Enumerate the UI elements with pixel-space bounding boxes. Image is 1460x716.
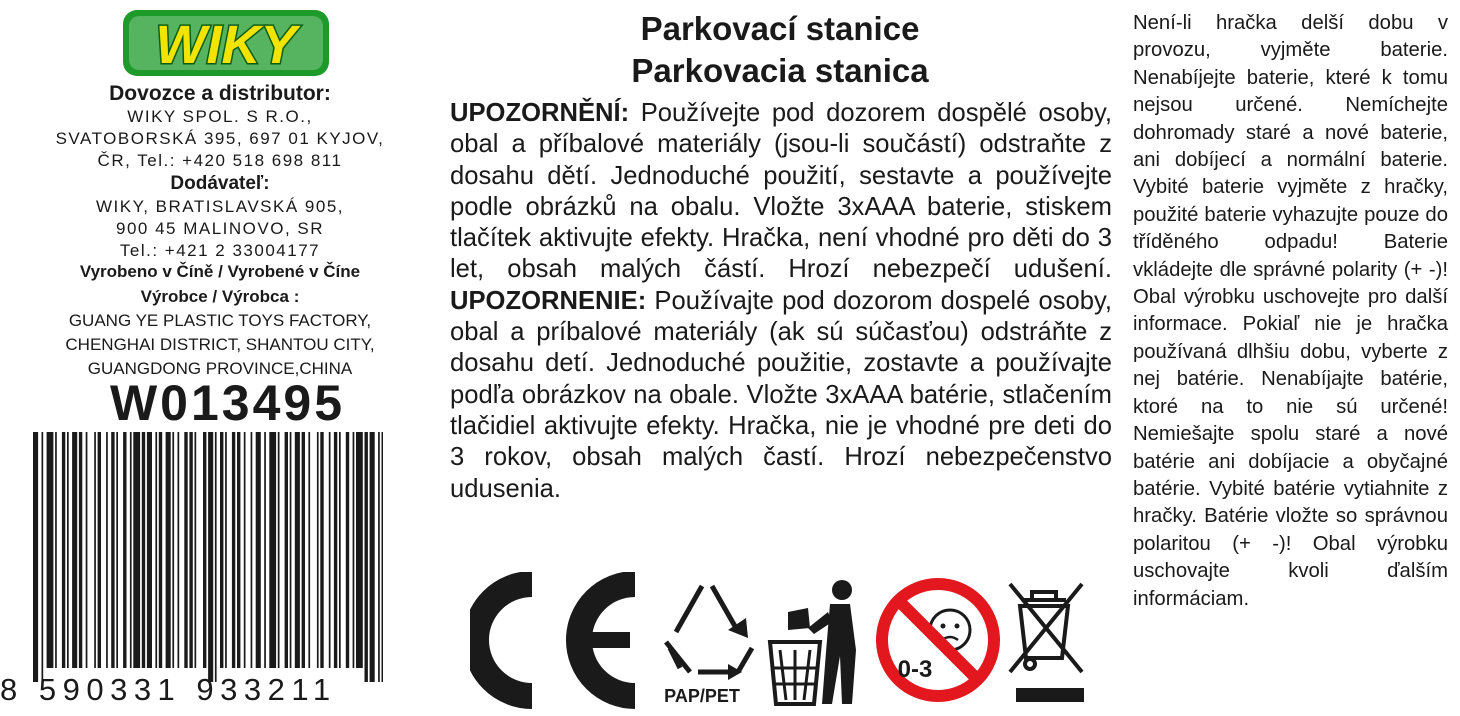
manufacturer-line: GUANG YE PLASTIC TOYS FACTORY,	[68, 311, 372, 330]
age-label: 0-3	[897, 656, 933, 683]
supplier-line: WIKY, BRATISLAVSKÁ 905,	[95, 197, 345, 216]
barcode-bar	[79, 432, 82, 668]
wiky-logo	[120, 6, 332, 80]
symbols-row	[470, 572, 1110, 712]
barcode-bar	[195, 432, 197, 668]
barcode	[33, 432, 383, 682]
barcode-bar	[42, 432, 44, 682]
barcode-bar	[264, 432, 266, 668]
barcode-bar	[47, 432, 54, 668]
barcode-bar	[356, 432, 363, 668]
barcode-bar	[334, 432, 337, 668]
barcode-bar	[106, 432, 108, 668]
barcode-bar	[320, 432, 323, 668]
barcode-bar	[166, 432, 171, 668]
barcode-bar	[365, 432, 368, 682]
title-sk: Parkovacia stanica	[631, 52, 929, 89]
logo-text: WIKY	[155, 15, 297, 75]
barcode-bar	[94, 432, 96, 668]
barcode-bar	[378, 432, 380, 682]
barcode-bar	[370, 432, 375, 682]
manufacturer-heading: Výrobce / Výrobca :	[140, 287, 300, 306]
barcode-bar	[244, 432, 246, 668]
weee-crossed-bin-icon	[1010, 584, 1082, 672]
barcode-bar	[130, 432, 132, 668]
importer-heading: Dovozce a distributor:	[109, 82, 331, 105]
barcode-bar	[317, 432, 319, 668]
supplier-line: Tel.: +421 2 33004177	[119, 241, 321, 260]
importer-line: SVATOBORSKÁ 395, 697 01 KYJOV,	[55, 129, 385, 148]
barcode-bar	[184, 432, 187, 668]
origin-text: Vyrobeno v Číně / Vyrobené v Číne	[79, 262, 361, 281]
barcode-bar	[133, 432, 140, 668]
warning-cz-text: Používejte pod dozorem dospělé osoby, obal a příbalové materiály (jsou-li součástí) odstraňte z dosahu dětí. Jednoduché použití, sestavte a používejte podle obrázků na obalu. Vložte 3xAAA baterie, stiskem tlačítek aktivujte efekty. Hračka, není vhodné pro děti do 3 let, obsah malých částí. Hrozí nebezpečí udušení.	[450, 99, 1112, 284]
barcode-bar	[123, 432, 126, 668]
barcode-bar	[98, 432, 101, 668]
barcode-bar	[353, 432, 355, 668]
importer-line: ČR, Tel.: +420 518 698 811	[97, 151, 343, 170]
ce-mark-icon	[476, 584, 635, 696]
barcode-bar	[86, 432, 88, 668]
recycle-icon	[666, 586, 752, 680]
barcode-bar	[220, 432, 223, 668]
barcode-bar	[33, 432, 38, 682]
tidy-man-icon	[770, 580, 856, 704]
importer-column	[0, 0, 440, 716]
barcode-bar	[382, 432, 384, 682]
barcode-bar	[339, 432, 341, 668]
barcode-digits: 8 590331 933211	[0, 672, 337, 707]
barcode-bar	[178, 432, 180, 668]
barcode-bar	[116, 432, 118, 668]
barcode-bar	[329, 432, 331, 668]
barcode-bar	[237, 432, 240, 668]
barcode-bar	[72, 432, 77, 668]
barcode-bar	[147, 432, 152, 668]
barcode-bar	[189, 432, 192, 668]
barcode-bar	[172, 432, 174, 668]
supplier-line: 900 45 MALINOVO, SR	[115, 219, 325, 238]
barcode-bar	[55, 432, 57, 668]
barcode-bar	[67, 432, 69, 668]
manufacturer-line: GUANGDONG PROVINCE,CHINA	[87, 359, 353, 378]
manufacturer-line: CHENGHAI DISTRICT, SHANTOU CITY,	[65, 335, 375, 354]
barcode-bar	[308, 432, 310, 668]
warning-text	[450, 98, 1112, 505]
barcode-bar	[111, 432, 114, 668]
barcode-bar	[159, 432, 162, 668]
barcode-bar	[215, 432, 217, 682]
battery-info: Není-li hračka delší dobu v provozu, vyjměte baterie. Nenabíjejte baterie, které k tomu nejsou určené. Nemíchejte dohromady staré a nové baterie, ani dobíjecí a normální baterie. Vybité baterie vyjměte z hračky, použité baterie vyhazujte pouze do tříděného odpadu! Baterie vkládejte dle správné polarity (+ -)! Obal výrobku uschovejte pro další informace. Pokiaľ nie je hračka používaná dlhšiu dobu, vyberte z nej batérie. Nenabíjajte batérie, ktoré na to nie sú určené! Nemiešajte spolu staré a nové batérie ani dobíjacie a obyčajné batérie. Vybité batérie vytiahnite z hračky. Batérie vložte so správnou polaritou (+ -)! Obal výrobku uschovajte kvoli ďalším informáciam.	[1133, 12, 1448, 610]
barcode-bar	[203, 432, 206, 668]
warning-sk-text: Používajte pod dozorom dospelé osoby, obal a príbalové materiály (ak sú súčasťou) odstráňte z dosahu detí. Jednoduché použitie, zostavte a používajte podľa obrázkov na obale. Vložte 3xAAA batérie, stlačením tlačidiel aktivujte efekty. Hračka, nie je vhodné pre deti do 3 rokov, obsah malých častí. Hrozí nebezpečenstvo udusenia.	[450, 286, 1112, 503]
barcode-bar	[295, 432, 300, 668]
supplier-heading: Dodávateľ:	[170, 173, 270, 194]
product-code: W013495	[109, 375, 346, 431]
barcode-bar	[302, 432, 305, 668]
title-cz: Parkovací stanice	[640, 10, 920, 47]
barcode-bar	[225, 432, 227, 668]
importer-line: WIKY SPOL. S R.O.,	[127, 107, 313, 126]
barcode-bar	[142, 432, 145, 668]
recycle-label: PAP/PET	[664, 686, 740, 706]
warning-sk-heading: UPOZORNENIE:	[450, 286, 647, 315]
barcode-bar	[155, 432, 157, 668]
barcode-bar	[208, 432, 213, 682]
barcode-bar	[256, 432, 261, 668]
barcode-bar	[269, 432, 276, 668]
barcode-bar	[232, 432, 235, 668]
warning-cz-heading: UPOZORNĚNÍ:	[450, 99, 630, 127]
barcode-bar	[346, 432, 349, 668]
barcode-bar	[285, 432, 288, 668]
barcode-bar	[278, 432, 280, 668]
barcode-bar	[62, 432, 65, 668]
barcode-bar	[251, 432, 253, 668]
barcode-bar	[290, 432, 292, 668]
weee-bar	[1016, 688, 1084, 702]
